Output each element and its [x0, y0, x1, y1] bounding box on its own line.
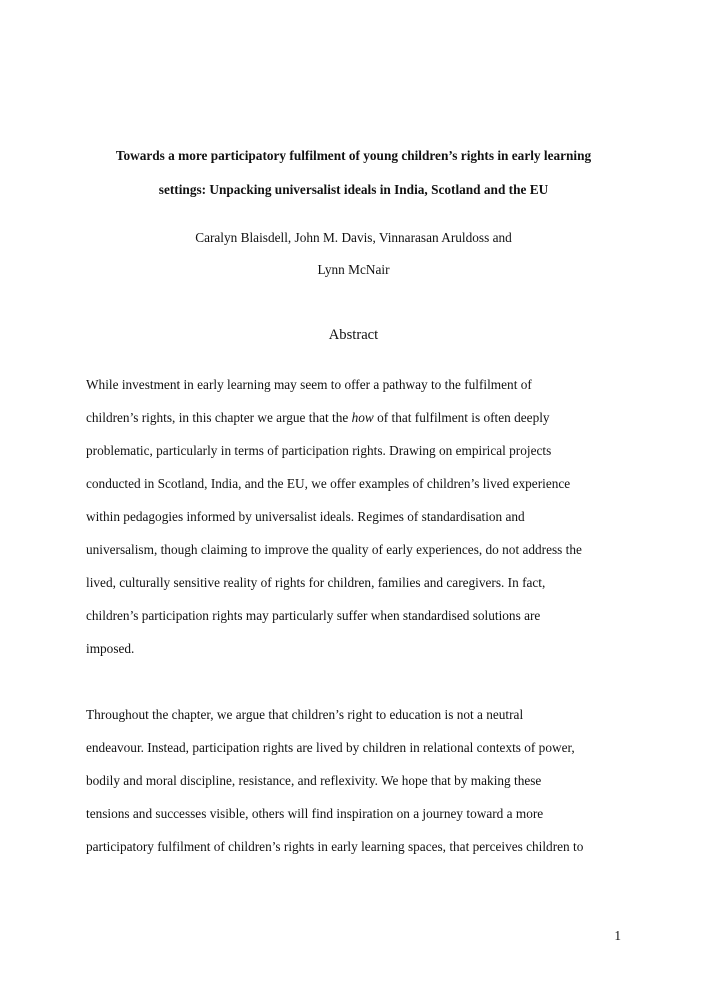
- text-line: children’s participation rights may particularly suffer when standardised solutions are: [86, 608, 541, 623]
- page-number: 1: [614, 928, 621, 943]
- authors-line-2: Lynn McNair: [317, 262, 390, 277]
- text-line: endeavour. Instead, participation rights are lived by children in relational contexts of power,: [86, 740, 575, 755]
- title-line-1: Towards a more participatory fulfilment of young children’s rights in early learning: [115, 148, 592, 163]
- text-line: imposed.: [86, 641, 135, 656]
- emphasis-how: how: [351, 410, 374, 425]
- title-line-2: settings: Unpacking universalist ideals in India, Scotland and the EU: [158, 182, 549, 197]
- text-line: conducted in Scotland, India, and the EU, we offer examples of children’s lived experience: [86, 476, 571, 491]
- text-line: bodily and moral discipline, resistance, and reflexivity. We hope that by making these: [86, 773, 542, 788]
- text-line: participatory fulfilment of children’s rights in early learning spaces, that perceives children to: [86, 839, 584, 854]
- abstract-heading: Abstract: [328, 327, 379, 343]
- text-line: lived, culturally sensitive reality of rights for children, families and caregivers. In fact,: [86, 575, 546, 590]
- authors-line-1: Caralyn Blaisdell, John M. Davis, Vinnarasan Aruldoss and: [195, 230, 512, 245]
- text-line: Throughout the chapter, we argue that children’s right to education is not a neutral: [86, 707, 524, 722]
- text-line: universalism, though claiming to improve the quality of early experiences, do not address the: [86, 542, 582, 557]
- text-span: children’s rights, in this chapter we argue that the: [86, 410, 352, 425]
- text-line: tensions and successes visible, others will find inspiration on a journey toward a more: [86, 806, 544, 821]
- text-span: of that fulfilment is often deeply: [373, 410, 550, 425]
- text-line: problematic, particularly in terms of participation rights. Drawing on empirical projects: [86, 443, 552, 458]
- text-line: [86, 410, 550, 426]
- text-line: within pedagogies informed by universalist ideals. Regimes of standardisation and: [86, 509, 525, 524]
- text-line: While investment in early learning may seem to offer a pathway to the fulfilment of: [86, 377, 532, 392]
